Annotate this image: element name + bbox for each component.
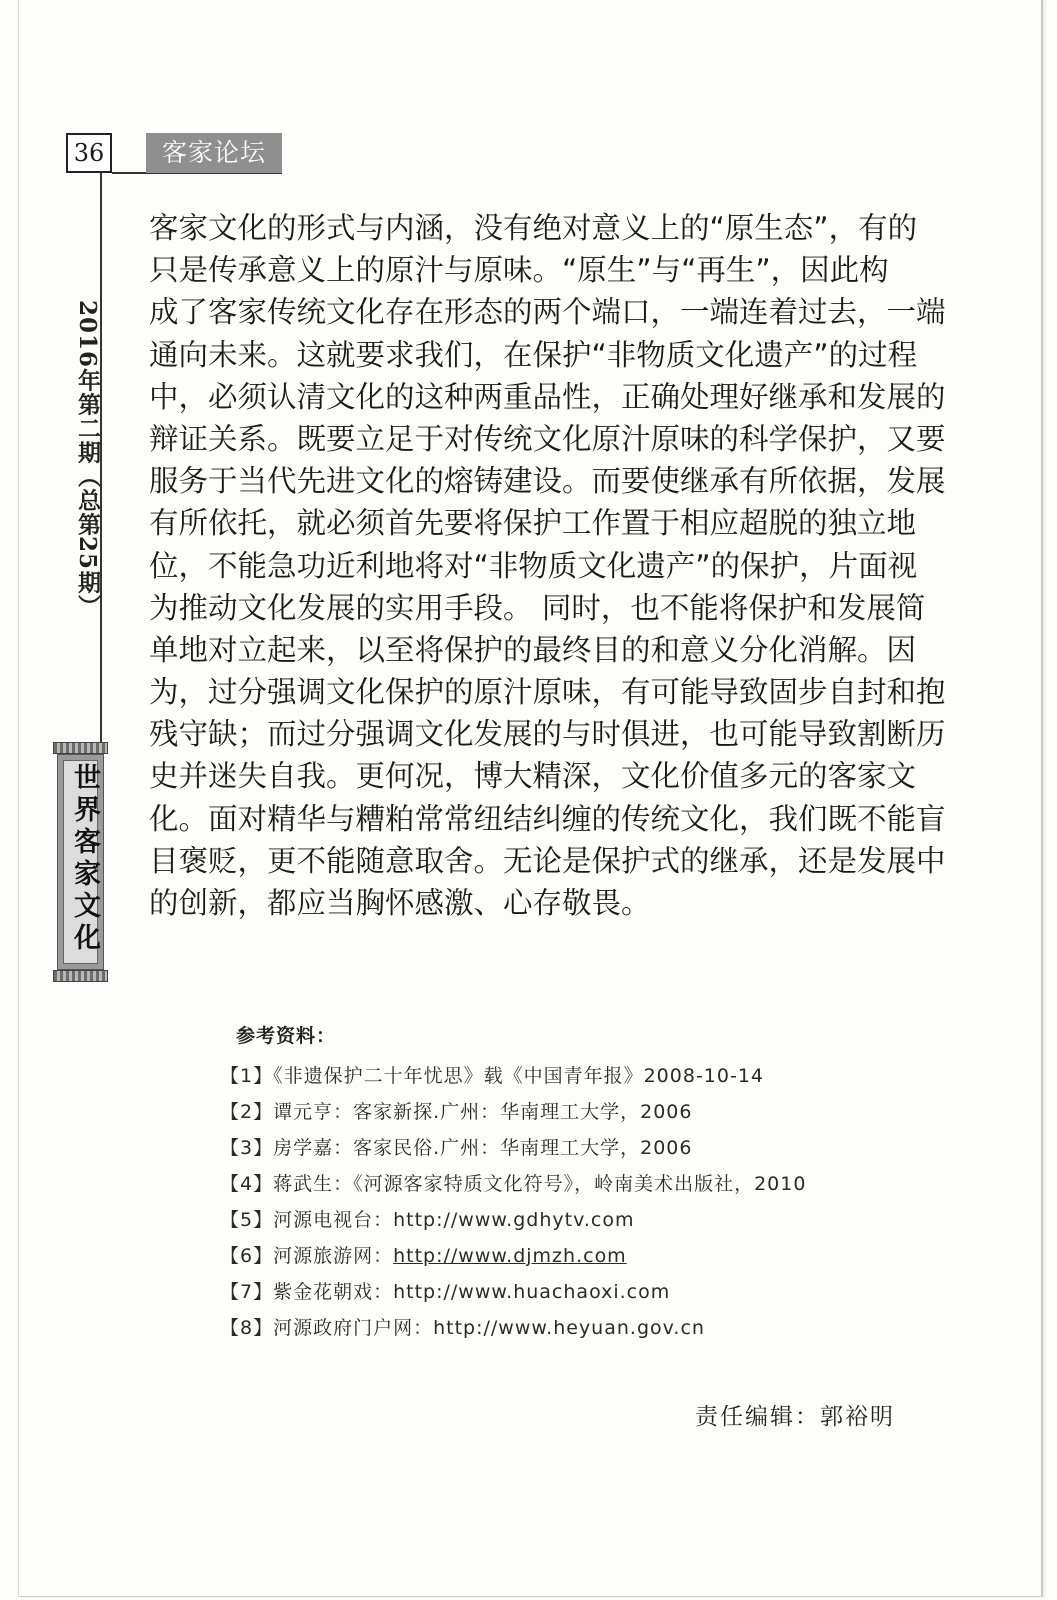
body-line: 为推动文化发展的实用手段。 同时，也不能将保护和发展简 [149,590,926,625]
reference-link[interactable]: http://www.djmzh.com [393,1245,627,1267]
editor-credit: 责任编辑：郭裕明 [695,1404,895,1430]
reference-item: 【5】河源电视台：http://www.gdhytv.com [220,1209,635,1231]
scroll-ornament [53,742,108,982]
reference-prefix: 【6】河源旅游网： [220,1245,394,1267]
body-line: 位，不能急功近利地将对“非物质文化遗产”的保护，片面视 [149,548,918,583]
reference-item: 【4】蒋武生：《河源客家特质文化符号》，岭南美术出版社，2010 [220,1173,807,1195]
body-line: 客家文化的形式与内涵，没有绝对意义上的“原生态”，有的 [149,211,918,245]
body-line: 残守缺；而过分强调文化发展的与时俱进，也可能导致割断历 [149,717,946,752]
body-line: 辩证关系。既要立足于对传统文化原汁原味的科学保护，又要 [149,421,946,456]
issue-label: 2016年第二期（总第25期） [74,300,101,619]
scroll-rod-bottom [53,970,108,982]
reference-item: 【3】房学嘉：客家民俗.广州：华南理工大学，2006 [220,1137,693,1159]
reference-item [220,1238,806,1274]
references-heading: 参考资料： [236,1025,337,1047]
body-line: 化。面对精华与糟粕常常纽结纠缠的传统文化，我们既不能盲 [149,801,946,836]
scroll-calligraphy: 世界客家文化 [69,763,100,955]
page-number: 36 [66,133,112,173]
body-line: 成了客家传统文化存在形态的两个端口，一端连着过去，一端 [149,295,946,330]
body-line: 史并迷失自我。更何况，博大精深，文化价值多元的客家文 [149,759,917,794]
scroll-panel [57,754,104,970]
reference-item: 【7】紫金花朝戏：http://www.huachaoxi.com [220,1281,671,1303]
body-line: 有所依托，就必须首先要将保护工作置于相应超脱的独立地 [149,506,917,541]
body-line: 只是传承意义上的原汁与原味。“原生”与“再生”，因此构 [149,253,889,288]
body-line: 单地对立起来，以至将保护的最终目的和意义分化消解。因 [149,632,917,667]
section-title: 客家论坛 [146,133,282,173]
reference-item: 【1】《非遗保护二十年忧思》载《中国青年报》2008-10-14 [220,1065,765,1087]
references-list [220,1058,806,1346]
reference-item: 【8】河源政府门户网：http://www.heyuan.gov.cn [220,1317,705,1339]
body-line: 为，过分强调文化保护的原汁原味，有可能导致固步自封和抱 [149,675,946,710]
body-line: 目褒贬，更不能随意取舍。无论是保护式的继承，还是发展中 [149,843,946,878]
reference-item: 【2】谭元亨：客家新探.广州：华南理工大学，2006 [220,1101,693,1123]
body-paragraph [149,207,949,924]
body-line: 中，必须认清文化的这种两重品性，正确处理好继承和发展的 [149,379,946,414]
body-line: 的创新，都应当胸怀感激、心存敬畏。 [149,886,651,920]
scroll-rod-top [53,742,108,754]
body-line: 服务于当代先进文化的熔铸建设。而要使继承有所依据，发展 [149,464,946,499]
body-line: 通向未来。这就要求我们，在保护“非物质文化遗产”的过程 [149,337,918,372]
